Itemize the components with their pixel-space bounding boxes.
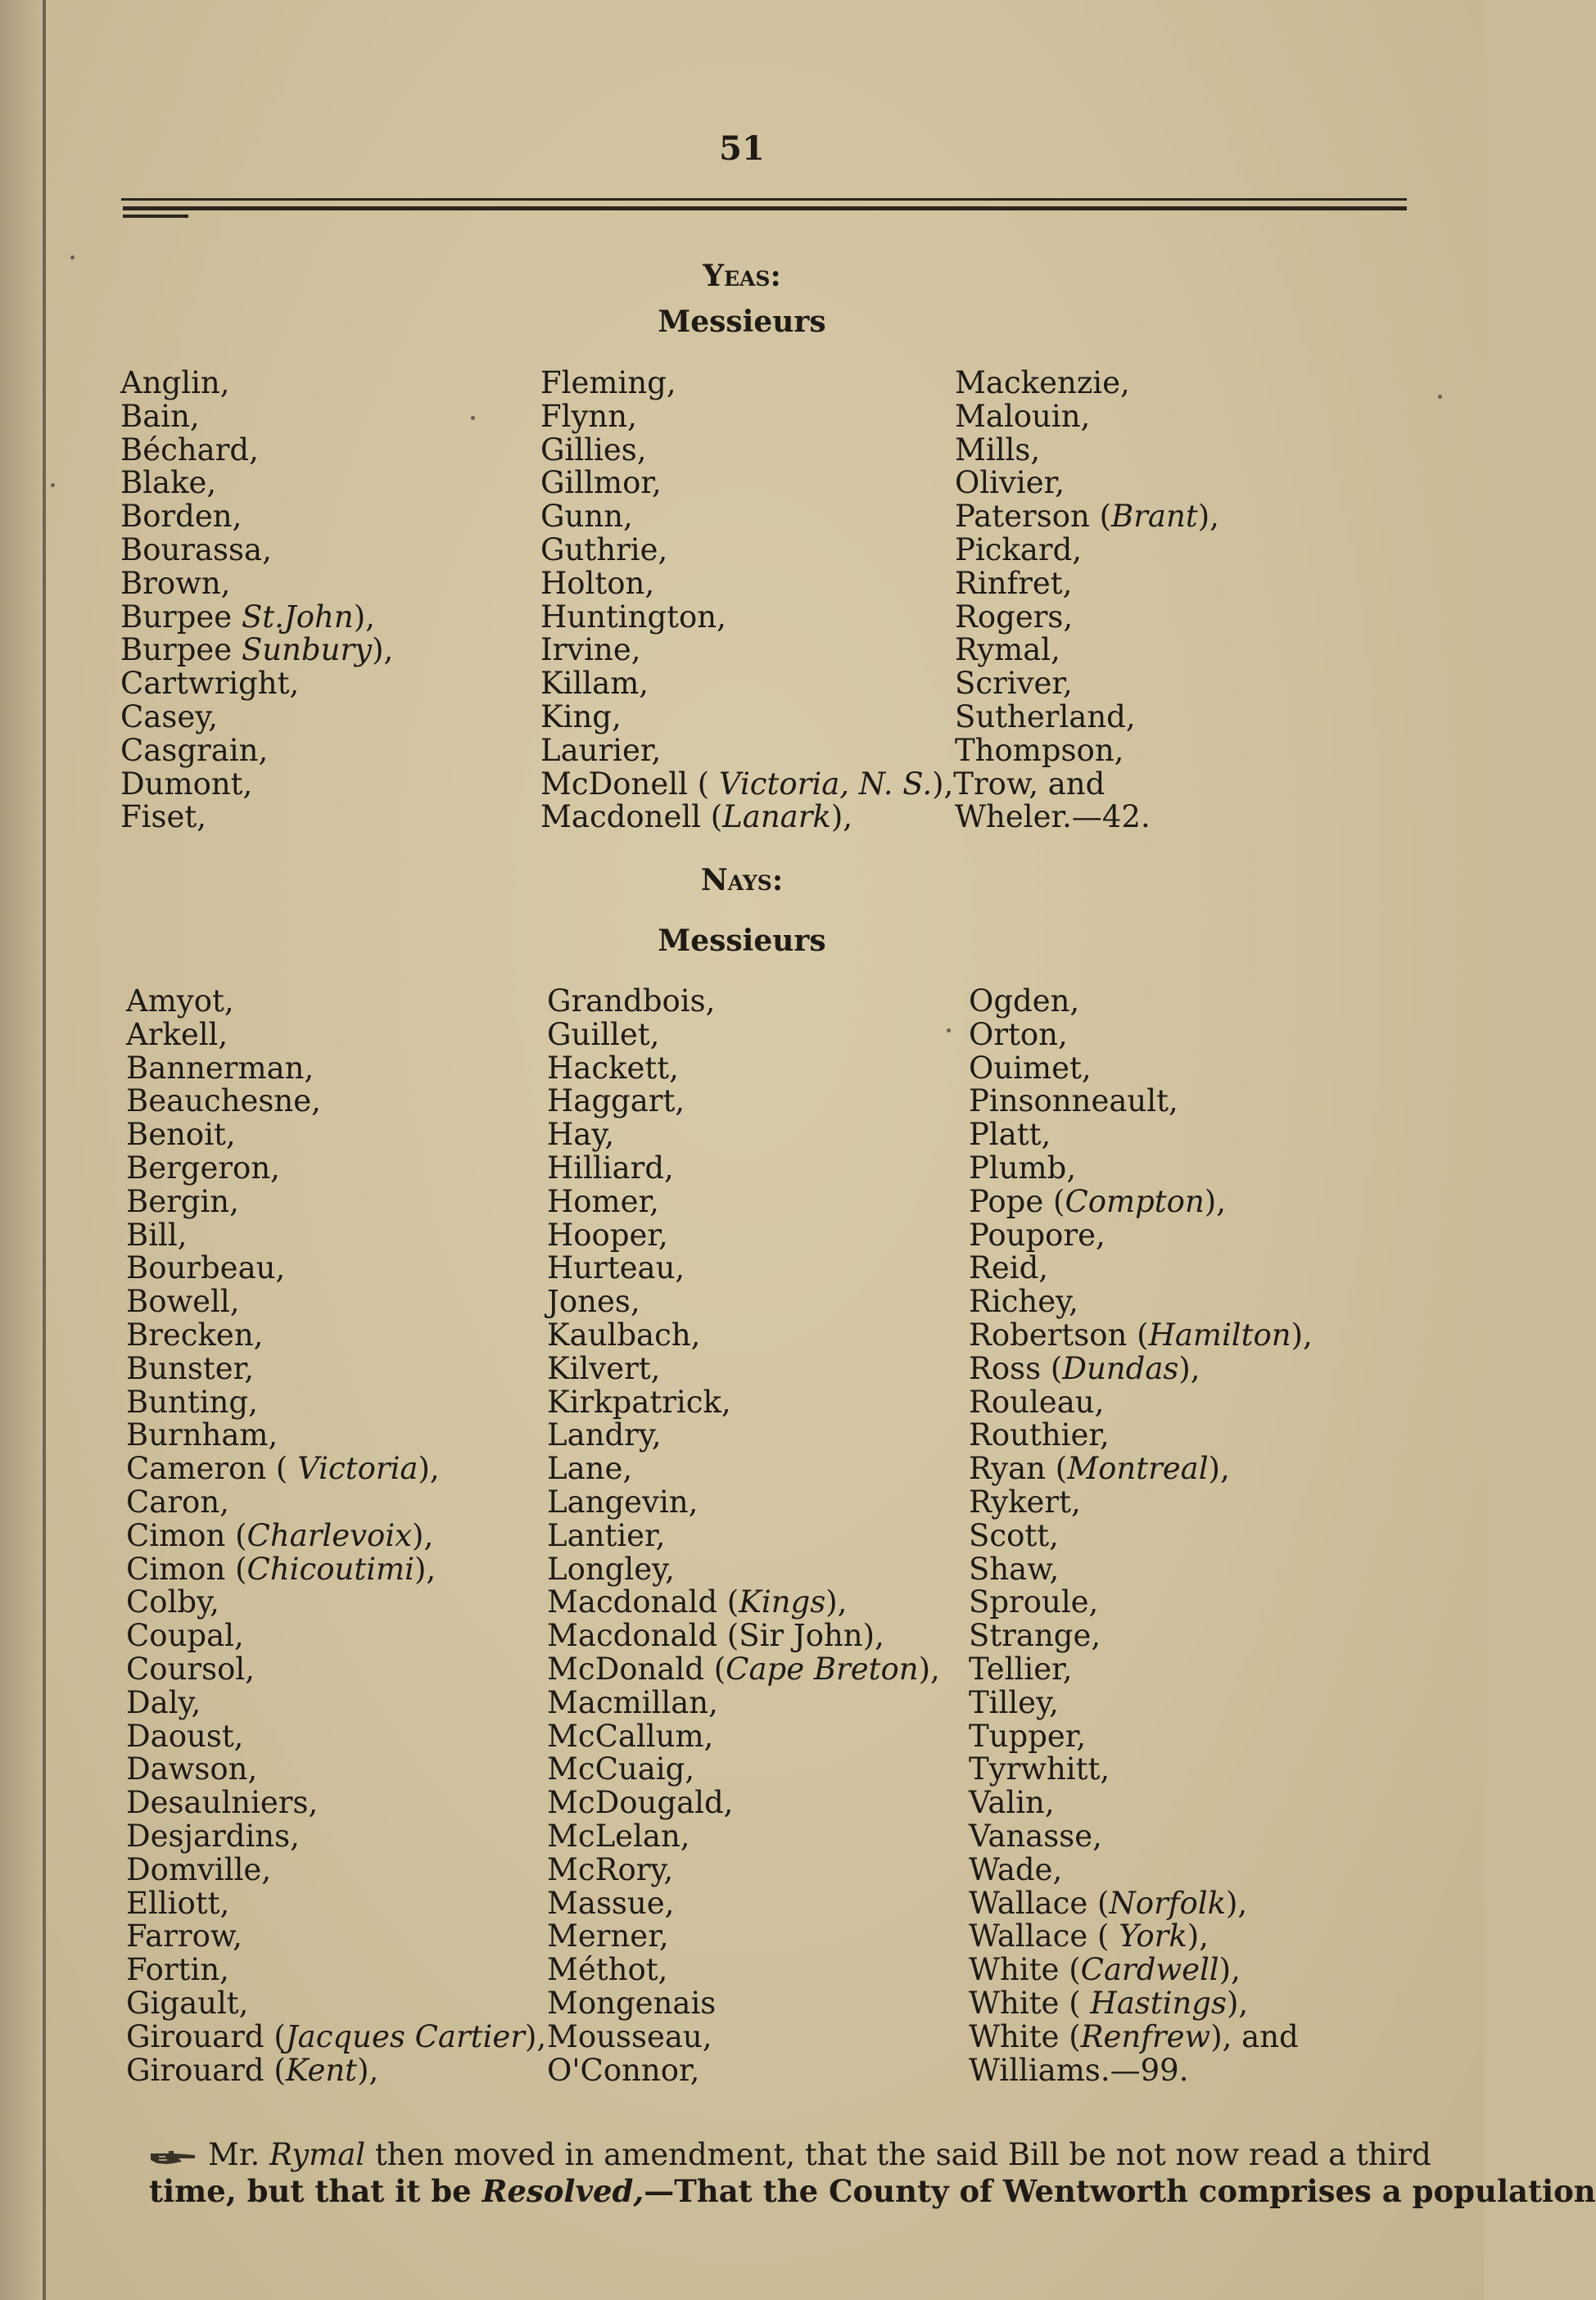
member-name: Irvine, bbox=[540, 632, 641, 668]
member-name: Poupore, bbox=[969, 1217, 1105, 1253]
paper-speck bbox=[51, 483, 55, 487]
member-name: Killam, bbox=[540, 666, 649, 702]
yeas-heading: Yeas: bbox=[703, 259, 781, 293]
amendment-line-2 bbox=[149, 2173, 1596, 2209]
member-name: Cameron ( Victoria), bbox=[126, 1451, 440, 1487]
member-name: McDougald, bbox=[547, 1785, 734, 1821]
member-name: Tyrwhitt, bbox=[969, 1751, 1110, 1787]
member-name: Bourbeau, bbox=[126, 1250, 286, 1286]
member-name: Huntington, bbox=[540, 599, 726, 635]
member-name: Mongenais bbox=[547, 1985, 717, 2021]
member-name: Plumb, bbox=[969, 1150, 1077, 1186]
amendment-text-start: Mr. bbox=[208, 2137, 270, 2172]
header-rule-thick bbox=[123, 206, 1407, 210]
amendment-line-2-rest: —That the County of Wentworth comprises a population bbox=[644, 2173, 1596, 2209]
member-name: Bill, bbox=[126, 1217, 188, 1253]
member-name: Lane, bbox=[547, 1451, 633, 1487]
member-name: White (Cardwell), bbox=[969, 1952, 1241, 1988]
member-name: Anglin, bbox=[120, 365, 230, 400]
member-name: Pinsonneault, bbox=[969, 1083, 1178, 1119]
amendment-line-2-start: time, but that it be bbox=[149, 2173, 482, 2209]
yeas-column-3 bbox=[955, 367, 1219, 834]
member-name: Burpee Sunbury), bbox=[120, 632, 394, 668]
member-name: Farrow, bbox=[126, 1918, 242, 1954]
member-name: Fleming, bbox=[540, 365, 676, 400]
header-rule-thin bbox=[121, 198, 1407, 201]
member-name: King, bbox=[540, 698, 622, 734]
resolved-word: Resolved, bbox=[482, 2173, 644, 2209]
member-name: Vanasse, bbox=[969, 1818, 1102, 1854]
member-name: Macdonald (Sir John), bbox=[547, 1618, 884, 1654]
member-name: Arkell, bbox=[126, 1016, 228, 1052]
amendment-line-1 bbox=[149, 2137, 1431, 2173]
member-name: Cimon (Chicoutimi), bbox=[126, 1551, 436, 1587]
member-name: Hackett, bbox=[547, 1050, 679, 1086]
member-name: Macmillan, bbox=[547, 1684, 718, 1720]
member-name: Grandbois, bbox=[547, 983, 716, 1019]
member-name: Guthrie, bbox=[540, 531, 668, 567]
member-name: Daly, bbox=[126, 1684, 201, 1720]
member-name: Coupal, bbox=[126, 1618, 244, 1654]
member-name: Wallace ( York), bbox=[969, 1918, 1209, 1954]
member-name: Pickard, bbox=[955, 531, 1083, 567]
nays-column-3 bbox=[969, 985, 1313, 2087]
member-name: Longley, bbox=[547, 1551, 675, 1587]
member-name: Merner, bbox=[547, 1918, 669, 1954]
member-name: Williams.—99. bbox=[969, 2052, 1189, 2088]
member-name: Bourassa, bbox=[120, 531, 272, 567]
member-name: Burpee St.John), bbox=[120, 599, 375, 635]
amendment-paragraph bbox=[149, 2137, 1596, 2209]
member-name: Domville, bbox=[126, 1851, 272, 1887]
member-name: Girouard (Kent), bbox=[126, 2052, 379, 2088]
member-name: Strange, bbox=[969, 1618, 1101, 1654]
nays-column-2 bbox=[547, 985, 940, 2087]
member-name: Wallace (Norfolk), bbox=[969, 1885, 1248, 1921]
member-name: Brecken, bbox=[126, 1317, 264, 1353]
member-name: Dumont, bbox=[120, 766, 253, 802]
member-name: Rykert, bbox=[969, 1484, 1081, 1520]
amendment-text-rest: then moved in amendment, that the said Bill be not now read a third bbox=[365, 2137, 1431, 2172]
member-name: Bowell, bbox=[126, 1284, 240, 1320]
member-name: Bunting, bbox=[126, 1384, 258, 1420]
member-name: Bergin, bbox=[126, 1183, 239, 1219]
member-name: Gillmor, bbox=[540, 465, 662, 501]
member-name: Shaw, bbox=[969, 1551, 1060, 1587]
binding-edge bbox=[43, 0, 46, 2300]
member-name: Gigault, bbox=[126, 1985, 249, 2021]
member-name: Tilley, bbox=[969, 1684, 1059, 1720]
member-name: Haggart, bbox=[547, 1083, 685, 1119]
member-name: Bannerman, bbox=[126, 1050, 314, 1086]
member-name: Ross (Dundas), bbox=[969, 1350, 1200, 1386]
member-name: Rogers, bbox=[955, 599, 1074, 635]
member-name: Benoit, bbox=[126, 1117, 236, 1153]
member-name: White ( Hastings), bbox=[969, 1985, 1249, 2021]
member-name: Ouimet, bbox=[969, 1050, 1092, 1086]
member-name: Bunster, bbox=[126, 1350, 254, 1386]
member-name: Brown, bbox=[120, 565, 231, 601]
member-name: Hay, bbox=[547, 1117, 615, 1153]
member-name: Hilliard, bbox=[547, 1150, 674, 1186]
paper-speck bbox=[947, 1028, 951, 1033]
member-name: Casey, bbox=[120, 698, 219, 734]
member-name: Reid, bbox=[969, 1250, 1049, 1286]
binding-shadow bbox=[0, 0, 43, 2300]
member-name: Ogden, bbox=[969, 983, 1080, 1019]
member-name: Elliott, bbox=[126, 1885, 230, 1921]
member-name: Scriver, bbox=[955, 666, 1073, 702]
member-name: Landry, bbox=[547, 1417, 662, 1453]
member-name: Scott, bbox=[969, 1517, 1059, 1553]
member-name: Pope (Compton), bbox=[969, 1183, 1226, 1219]
member-name: Bergeron, bbox=[126, 1150, 280, 1186]
member-name: Tellier, bbox=[969, 1651, 1073, 1687]
member-name: Hurteau, bbox=[547, 1250, 685, 1286]
member-name: Blake, bbox=[120, 465, 217, 501]
yeas-column-1 bbox=[120, 367, 393, 834]
member-name: Coursol, bbox=[126, 1651, 255, 1687]
member-name: Desjardins, bbox=[126, 1818, 300, 1854]
member-name: Mousseau, bbox=[547, 2018, 712, 2054]
member-name: Béchard, bbox=[120, 432, 259, 468]
member-name: McCallum, bbox=[547, 1718, 714, 1754]
member-name: White (Renfrew), and bbox=[969, 2018, 1299, 2054]
header-rule-hook bbox=[123, 215, 188, 218]
member-name: McDonell ( Victoria, N. S.),Trow, and bbox=[540, 766, 1105, 802]
member-name: Colby, bbox=[126, 1584, 219, 1620]
member-name: Jones, bbox=[547, 1284, 640, 1320]
paper-speck bbox=[70, 255, 75, 260]
member-name: Thompson, bbox=[955, 732, 1124, 768]
member-name: Platt, bbox=[969, 1117, 1051, 1153]
member-name: Routhier, bbox=[969, 1417, 1110, 1453]
member-name: Casgrain, bbox=[120, 732, 269, 768]
yeas-subheading: Messieurs bbox=[658, 305, 826, 339]
member-name: Mackenzie, bbox=[955, 365, 1130, 400]
member-name: Gunn, bbox=[540, 499, 633, 535]
member-name: Beauchesne, bbox=[126, 1083, 321, 1119]
member-name: Orton, bbox=[969, 1016, 1068, 1052]
member-name: Robertson (Hamilton), bbox=[969, 1317, 1313, 1353]
member-name: Cimon (Charlevoix), bbox=[126, 1517, 434, 1553]
member-name: Lantier, bbox=[547, 1517, 666, 1553]
member-name: Rymal, bbox=[955, 632, 1060, 668]
member-name: Tupper, bbox=[969, 1718, 1087, 1754]
member-name: Richey, bbox=[969, 1284, 1078, 1320]
member-name: Massue, bbox=[547, 1885, 675, 1921]
member-name: McLelan, bbox=[547, 1818, 690, 1854]
member-name: Ryan (Montreal), bbox=[969, 1451, 1230, 1487]
member-name: Hooper, bbox=[547, 1217, 668, 1253]
pointing-hand-icon bbox=[149, 2149, 197, 2167]
member-name: Gillies, bbox=[540, 432, 647, 468]
member-name: McCuaig, bbox=[547, 1751, 695, 1787]
member-name: Guillet, bbox=[547, 1016, 660, 1052]
member-name: McRory, bbox=[547, 1851, 674, 1887]
member-name: Valin, bbox=[969, 1785, 1055, 1821]
member-name: Wheler.—42. bbox=[955, 799, 1151, 835]
page-number: 51 bbox=[719, 129, 765, 168]
member-name: Holton, bbox=[540, 565, 655, 601]
member-name: Wade, bbox=[969, 1851, 1063, 1887]
member-name: Girouard (Jacques Cartier), bbox=[126, 2018, 547, 2054]
member-name: Daoust, bbox=[126, 1718, 244, 1754]
member-name: Macdonell (Lanark), bbox=[540, 799, 853, 835]
member-name: Fiset, bbox=[120, 799, 207, 835]
member-name: Amyot, bbox=[126, 983, 234, 1019]
member-name: Borden, bbox=[120, 499, 242, 535]
member-name: O'Connor, bbox=[547, 2052, 700, 2088]
member-name: Olivier, bbox=[955, 465, 1065, 501]
member-name: Langevin, bbox=[547, 1484, 699, 1520]
member-name: Burnham, bbox=[126, 1417, 278, 1453]
member-name: Sproule, bbox=[969, 1584, 1099, 1620]
member-name: Fortin, bbox=[126, 1952, 229, 1988]
member-name bbox=[955, 768, 1219, 802]
member-name: Homer, bbox=[547, 1183, 659, 1219]
paper-speck bbox=[471, 416, 475, 420]
member-name: Kaulbach, bbox=[547, 1317, 701, 1353]
member-name: Laurier, bbox=[540, 732, 662, 768]
member-name: Rouleau, bbox=[969, 1384, 1105, 1420]
member-name: Rinfret, bbox=[955, 565, 1073, 601]
nays-column-1 bbox=[126, 985, 546, 2087]
member-name: Dawson, bbox=[126, 1751, 258, 1787]
member-name: Desaulniers, bbox=[126, 1785, 319, 1821]
nays-heading: Nays: bbox=[700, 863, 784, 897]
member-name: Méthot, bbox=[547, 1952, 668, 1988]
member-name: Caron, bbox=[126, 1484, 229, 1520]
member-name: McDonald (Cape Breton), bbox=[547, 1651, 940, 1687]
member-name: Paterson (Brant), bbox=[955, 499, 1219, 535]
member-name: Bain, bbox=[120, 398, 200, 434]
member-name: Flynn, bbox=[540, 398, 637, 434]
nays-subheading: Messieurs bbox=[658, 924, 826, 958]
member-name: Macdonald (Kings), bbox=[547, 1584, 848, 1620]
member-name-rymal: Rymal bbox=[269, 2137, 366, 2172]
member-name: Kirkpatrick, bbox=[547, 1384, 731, 1420]
member-name: Sutherland, bbox=[955, 698, 1136, 734]
member-name: Mills, bbox=[955, 432, 1041, 468]
member-name: Malouin, bbox=[955, 398, 1091, 434]
member-name: Kilvert, bbox=[547, 1350, 661, 1386]
member-name: Cartwright, bbox=[120, 666, 300, 702]
paper-speck bbox=[1438, 395, 1442, 399]
